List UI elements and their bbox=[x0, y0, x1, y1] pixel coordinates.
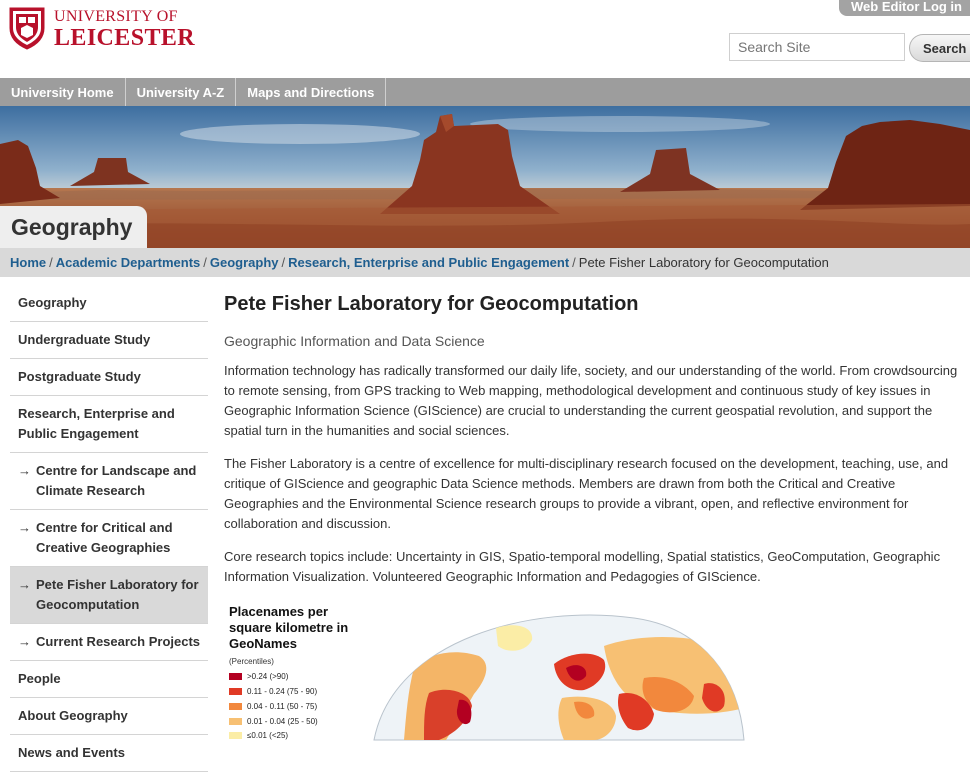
breadcrumb-separator: / bbox=[203, 255, 207, 270]
arrow-right-icon: → bbox=[18, 520, 31, 535]
web-editor-login-link[interactable]: Web Editor Log in bbox=[839, 0, 970, 16]
legend-entry bbox=[229, 702, 317, 711]
logo-line-1: UNIVERSITY OF bbox=[54, 8, 178, 25]
legend-entry bbox=[229, 717, 318, 726]
sidebar-item-current-projects[interactable] bbox=[10, 624, 208, 661]
search-input[interactable] bbox=[729, 33, 905, 61]
legend-swatch bbox=[229, 703, 242, 710]
sidebar-item-landscape-climate[interactable] bbox=[10, 453, 208, 510]
sidebar-navigation bbox=[10, 285, 208, 772]
nav-maps-and-directions[interactable]: Maps and Directions bbox=[236, 78, 386, 106]
sidebar-item-undergraduate-study[interactable]: Undergraduate Study bbox=[10, 322, 208, 359]
sidebar-item-news-events[interactable]: News and Events bbox=[10, 735, 208, 772]
breadcrumb-separator: / bbox=[281, 255, 286, 270]
breadcrumb-academic-departments[interactable]: Academic Departments bbox=[55, 255, 201, 270]
legend-label: 0.04 - 0.11 (50 - 75) bbox=[247, 702, 318, 711]
map-legend-title: Placenames per square kilometre in GeoNames bbox=[229, 604, 349, 651]
nav-university-home[interactable]: University Home bbox=[0, 78, 126, 106]
top-navigation bbox=[0, 78, 970, 106]
legend-entry bbox=[229, 687, 317, 696]
legend-swatch bbox=[229, 732, 242, 739]
page-subtitle: Geographic Information and Data Science bbox=[224, 333, 485, 349]
nav-university-a-z[interactable]: University A-Z bbox=[126, 78, 237, 106]
department-title: Geography bbox=[0, 206, 147, 248]
lab-description-paragraph: The Fisher Laboratory is a centre of excellence for multi-disciplinary research focused on the development, teaching, use, and critique of GIScience and geographic Data Science methods. Members are drawn from both the Critical and Creative Geographies and the Environmental Science research groups to provide a vibrant, open, and reflective environment for collaboration and discussion. bbox=[224, 456, 949, 531]
main-content bbox=[224, 290, 964, 587]
sidebar-item-research[interactable]: Research, Enterprise and Public Engagement bbox=[10, 396, 208, 453]
breadcrumb-home[interactable]: Home bbox=[10, 255, 47, 270]
page-title: Pete Fisher Laboratory for Geocomputation bbox=[224, 293, 639, 315]
geonames-density-map bbox=[224, 598, 744, 740]
sidebar-item-geography[interactable]: Geography bbox=[10, 285, 208, 322]
breadcrumb-separator: / bbox=[572, 255, 576, 270]
crest-icon bbox=[8, 6, 46, 50]
sidebar-item-postgraduate-study[interactable]: Postgraduate Study bbox=[10, 359, 208, 396]
arrow-right-icon: → bbox=[18, 463, 31, 478]
arrow-right-icon: → bbox=[18, 577, 31, 592]
breadcrumb-current: Pete Fisher Laboratory for Geocomputation bbox=[578, 255, 829, 270]
sidebar-item-label: Centre for Critical and Creative Geographies bbox=[36, 520, 173, 555]
legend-entry bbox=[229, 672, 288, 681]
legend-label: ≤0.01 (<25) bbox=[247, 731, 289, 740]
intro-paragraph: Information technology has radically transformed our daily life, society, and our understanding of the world. From crowdsourcing to remote sensing, from GPS tracking to Web mapping, methodological development and continuous study of key issues in Geographic Information Science (GIScience) are crucial to understanding the current geospatial revolution, and support the spatial turn in the humanities and social sciences. bbox=[224, 363, 958, 438]
arrow-right-icon: → bbox=[18, 634, 31, 649]
breadcrumb-separator: / bbox=[49, 255, 53, 270]
breadcrumb bbox=[0, 248, 970, 277]
sidebar-item-label: Current Research Projects bbox=[36, 634, 201, 649]
legend-label: 0.11 - 0.24 (75 - 90) bbox=[247, 687, 318, 696]
sidebar-item-critical-creative[interactable] bbox=[10, 510, 208, 567]
breadcrumb-geography[interactable]: Geography bbox=[209, 255, 279, 270]
research-topics-paragraph: Core research topics include: Uncertainty in GIS, Spatio-temporal modelling, Spatial statistics, GeoComputation, Geographic Information Visualization. Volunteered Geographic Information and Pedagogies of GIScience. bbox=[224, 549, 941, 584]
sidebar-item-pete-fisher-lab[interactable] bbox=[10, 567, 208, 624]
map-legend-subtitle: (Percentiles) bbox=[229, 657, 274, 666]
search-button[interactable]: Search bbox=[909, 34, 970, 62]
sidebar-item-label: Pete Fisher Laboratory for Geocomputation bbox=[36, 577, 199, 612]
legend-entry bbox=[229, 731, 288, 740]
legend-swatch bbox=[229, 688, 242, 695]
university-logo[interactable] bbox=[8, 6, 195, 50]
legend-label: >0.24 (>90) bbox=[247, 672, 289, 681]
legend-label: 0.01 - 0.04 (25 - 50) bbox=[247, 717, 318, 726]
logo-line-2: LEICESTER bbox=[54, 25, 195, 51]
sidebar-item-label: Centre for Landscape and Climate Research bbox=[36, 463, 197, 498]
site-header bbox=[0, 0, 970, 78]
sidebar-item-people[interactable]: People bbox=[10, 661, 208, 698]
breadcrumb-research[interactable]: Research, Enterprise and Public Engagement bbox=[288, 255, 570, 270]
sidebar-item-about-geography[interactable]: About Geography bbox=[10, 698, 208, 735]
legend-swatch bbox=[229, 718, 242, 725]
legend-swatch bbox=[229, 673, 242, 680]
